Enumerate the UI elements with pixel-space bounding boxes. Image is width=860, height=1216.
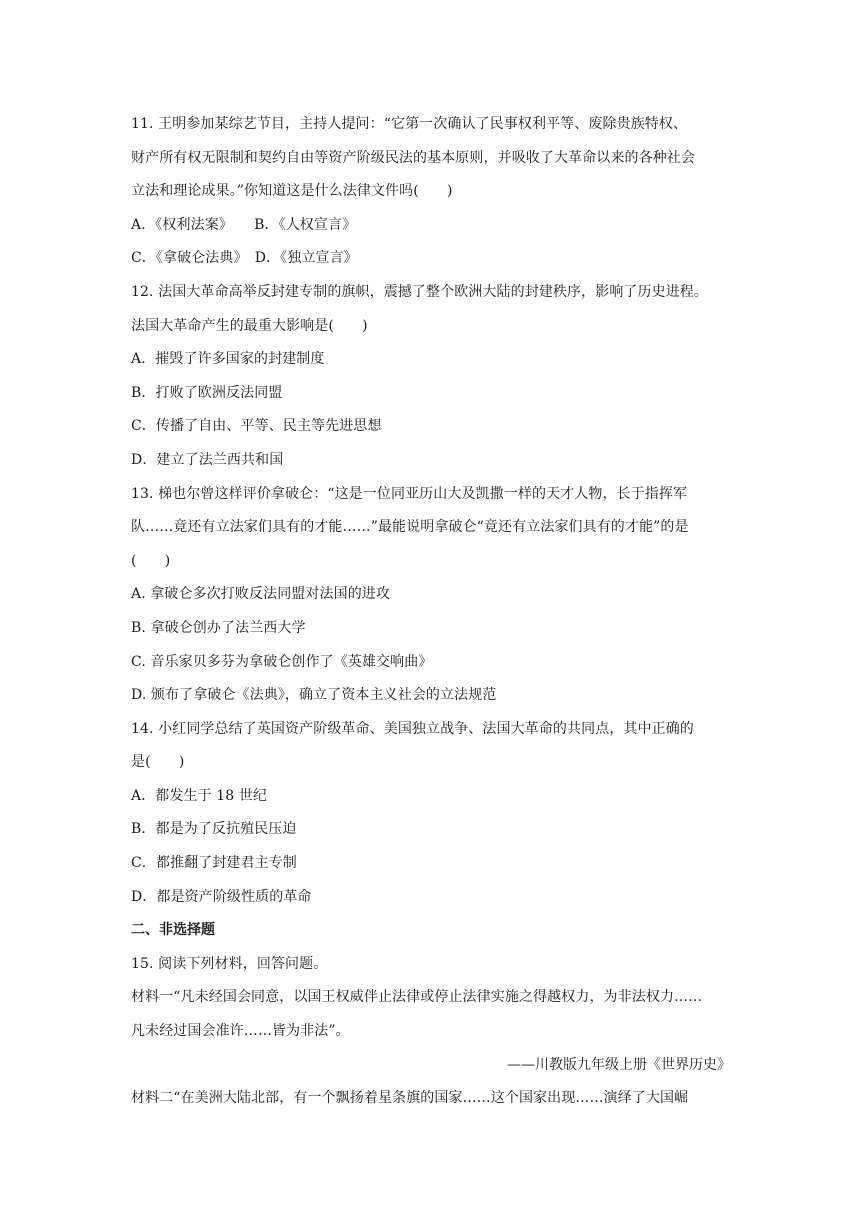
material-1-line-2: 凡未经过国会准许……皆为非法”。 bbox=[131, 1023, 350, 1040]
question-14-option-d: D．都是资产阶级性质的革命 bbox=[131, 888, 312, 905]
question-11-line-1: 11. 王明参加某综艺节目，主持人提问：“它第一次确认了民事权利平等、废除贵族特权、 bbox=[131, 116, 688, 132]
question-14-line-2: 是( ) bbox=[131, 754, 185, 771]
material-1-source: ——川教版九年级上册《世界历史》 bbox=[507, 1056, 731, 1073]
question-13-line-2: 队……竟还有立法家们具有的才能……”最能说明拿破仑“竟还有立法家们具有的才能”的是 bbox=[131, 519, 689, 536]
question-13-option-b: B. 拿破仑创办了法兰西大学 bbox=[131, 619, 306, 636]
question-15-prompt: 15. 阅读下列材料，回答问题。 bbox=[131, 955, 328, 972]
question-13-option-c: C. 音乐家贝多芬为拿破仑创作了《英雄交响曲》 bbox=[131, 653, 433, 670]
question-11-line-3: 立法和理论成果。”你知道这是什么法律文件吗( ) bbox=[131, 183, 453, 200]
question-13-option-d: D. 颁布了拿破仑《法典》，确立了资本主义社会的立法规范 bbox=[131, 687, 497, 704]
material-2-line-1: 材料二“在美洲大陆北部，有一个飘扬着星条旗的国家……这个国家出现……演绎了大国崛 bbox=[131, 1090, 689, 1107]
question-12-line-1: 12. 法国大革命高举反封建专制的旗帜，震撼了整个欧洲大陆的封建秩序，影响了历史进程。 bbox=[131, 283, 709, 300]
question-13-line-1: 13. 梯也尔曾这样评价拿破仑：“这是一位同亚历山大及凯撒一样的天才人物，长于指挥军 bbox=[131, 485, 688, 502]
section-heading: 二、非选择题 bbox=[131, 922, 215, 939]
question-11-options-ab: A．《权利法案》 B．《人权宣言》 bbox=[131, 216, 357, 233]
question-12-option-b: B．打败了欧洲反法同盟 bbox=[131, 384, 283, 401]
question-12-option-d: D．建立了法兰西共和国 bbox=[131, 451, 284, 468]
question-11-options-cd: C．《拿破仑法典》 D．《独立宣言》 bbox=[131, 250, 358, 267]
question-12-option-a: A．摧毁了许多国家的封建制度 bbox=[131, 351, 325, 368]
question-12-line-2: 法国大革命产生的最重大影响是( ) bbox=[131, 317, 368, 334]
question-13-option-a: A. 拿破仑多次打败反法同盟对法国的进攻 bbox=[131, 586, 391, 603]
document-body bbox=[131, 108, 731, 1116]
question-14-option-a: A．都发生于 18 世纪 bbox=[131, 787, 268, 804]
question-14-line-1: 14. 小红同学总结了英国资产阶级革命、美国独立战争、法国大革命的共同点，其中正确的 bbox=[131, 720, 694, 737]
question-14-option-b: B．都是为了反抗殖民压迫 bbox=[131, 821, 297, 838]
question-11-line-2: 财产所有权无限制和契约自由等资产阶级民法的基本原则，并吸收了大革命以来的各种社会 bbox=[131, 149, 695, 166]
question-12-option-c: C．传播了自由、平等、民主等先进思想 bbox=[131, 418, 382, 435]
question-14-option-c: C．都推翻了封建君主专制 bbox=[131, 855, 297, 872]
material-1-line-1: 材料一“凡未经国会同意，以国王权威伴止法律或停止法律实施之得越权力，为非法权力…… bbox=[131, 989, 703, 1006]
question-13-line-3: ( ) bbox=[131, 552, 171, 569]
